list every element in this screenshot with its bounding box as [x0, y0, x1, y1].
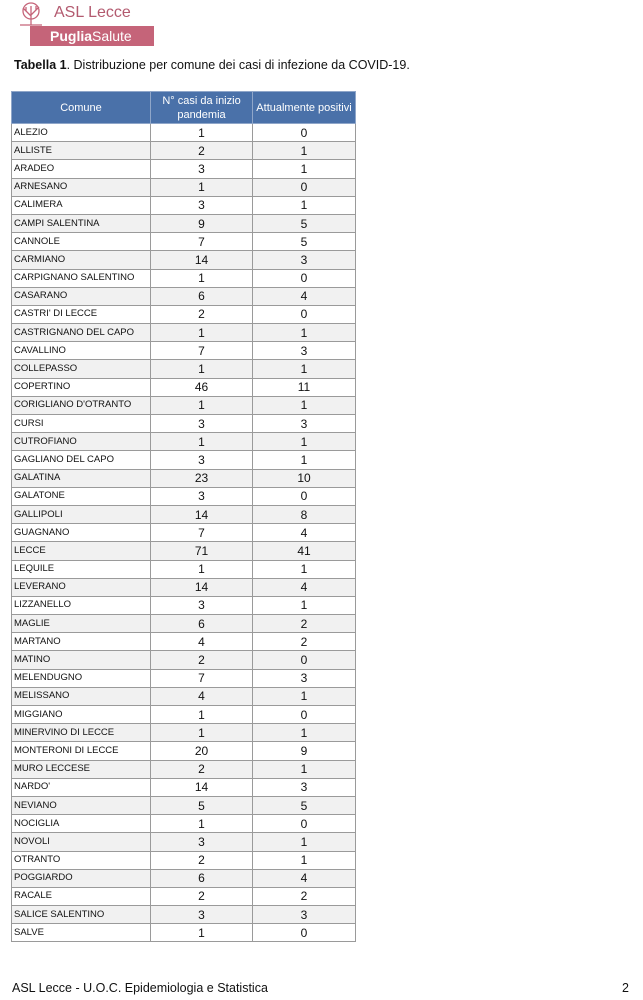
- col-header-comune: Comune: [12, 92, 151, 124]
- cell-cases: 3: [151, 415, 253, 433]
- cell-positive: 1: [253, 142, 356, 160]
- table-row: [12, 851, 356, 869]
- cell-cases: 1: [151, 924, 253, 942]
- cell-positive: 0: [253, 305, 356, 323]
- table-row: [12, 142, 356, 160]
- table-row: [12, 706, 356, 724]
- logo-band-bold: Puglia: [50, 28, 93, 44]
- cell-cases: 3: [151, 833, 253, 851]
- cell-comune: ARADEO: [12, 160, 151, 178]
- cell-comune: MINERVINO DI LECCE: [12, 724, 151, 742]
- cell-cases: 6: [151, 615, 253, 633]
- table-row: [12, 487, 356, 505]
- cell-positive: 0: [253, 651, 356, 669]
- cell-positive: 1: [253, 396, 356, 414]
- cell-positive: 5: [253, 796, 356, 814]
- cell-cases: 14: [151, 778, 253, 796]
- cell-cases: 1: [151, 396, 253, 414]
- cell-positive: 4: [253, 524, 356, 542]
- cell-comune: MARTANO: [12, 633, 151, 651]
- cell-cases: 3: [151, 487, 253, 505]
- cell-positive: 4: [253, 287, 356, 305]
- cell-comune: LEQUILE: [12, 560, 151, 578]
- cell-positive: 4: [253, 869, 356, 887]
- cell-cases: 1: [151, 815, 253, 833]
- cell-comune: POGGIARDO: [12, 869, 151, 887]
- table-row: [12, 269, 356, 287]
- cell-positive: 0: [253, 178, 356, 196]
- cell-comune: CALIMERA: [12, 196, 151, 214]
- cell-comune: CANNOLE: [12, 233, 151, 251]
- cell-cases: 5: [151, 796, 253, 814]
- cell-comune: CASTRI' DI LECCE: [12, 305, 151, 323]
- cell-cases: 14: [151, 505, 253, 523]
- table-row: [12, 233, 356, 251]
- cell-cases: 1: [151, 724, 253, 742]
- cell-comune: GALATONE: [12, 487, 151, 505]
- cell-cases: 1: [151, 560, 253, 578]
- table-row: [12, 196, 356, 214]
- cell-cases: 6: [151, 869, 253, 887]
- cell-comune: MIGGIANO: [12, 706, 151, 724]
- cell-cases: 2: [151, 760, 253, 778]
- table-row: [12, 906, 356, 924]
- cell-cases: 14: [151, 251, 253, 269]
- table-row: [12, 724, 356, 742]
- cell-comune: CARPIGNANO SALENTINO: [12, 269, 151, 287]
- cell-positive: 2: [253, 615, 356, 633]
- table-row: [12, 887, 356, 905]
- cell-comune: COLLEPASSO: [12, 360, 151, 378]
- cell-cases: 7: [151, 669, 253, 687]
- cell-comune: NOCIGLIA: [12, 815, 151, 833]
- table-row: [12, 924, 356, 942]
- table-caption: [14, 58, 410, 72]
- cell-comune: LIZZANELLO: [12, 596, 151, 614]
- cell-cases: 46: [151, 378, 253, 396]
- cell-positive: 41: [253, 542, 356, 560]
- cell-cases: 9: [151, 214, 253, 232]
- cell-positive: 0: [253, 924, 356, 942]
- cases-table: [11, 91, 356, 942]
- table-row: [12, 778, 356, 796]
- logo-asl-text: ASL Lecce: [54, 4, 131, 21]
- cell-comune: RACALE: [12, 887, 151, 905]
- cell-positive: 5: [253, 233, 356, 251]
- cell-comune: CASARANO: [12, 287, 151, 305]
- table-row: [12, 433, 356, 451]
- cell-comune: MELENDUGNO: [12, 669, 151, 687]
- cell-positive: 3: [253, 251, 356, 269]
- cell-comune: CURSI: [12, 415, 151, 433]
- col-header-cases: N° casi da inizio pandemia: [151, 92, 253, 124]
- cell-comune: CAVALLINO: [12, 342, 151, 360]
- table-row: [12, 742, 356, 760]
- cell-comune: NEVIANO: [12, 796, 151, 814]
- cell-cases: 3: [151, 596, 253, 614]
- cell-positive: 1: [253, 833, 356, 851]
- cell-positive: 1: [253, 160, 356, 178]
- cell-positive: 1: [253, 451, 356, 469]
- cell-cases: 1: [151, 178, 253, 196]
- table-row: [12, 687, 356, 705]
- cell-comune: SALICE SALENTINO: [12, 906, 151, 924]
- table-row: [12, 669, 356, 687]
- cell-cases: 4: [151, 687, 253, 705]
- table-row: [12, 378, 356, 396]
- cell-comune: MONTERONI DI LECCE: [12, 742, 151, 760]
- cell-cases: 2: [151, 142, 253, 160]
- table-row: [12, 815, 356, 833]
- cell-comune: MATINO: [12, 651, 151, 669]
- table-row: [12, 760, 356, 778]
- cell-comune: GAGLIANO DEL CAPO: [12, 451, 151, 469]
- cell-cases: 2: [151, 651, 253, 669]
- table-row: [12, 651, 356, 669]
- table-row: [12, 505, 356, 523]
- table-row: [12, 633, 356, 651]
- table-body: [12, 124, 356, 942]
- table-row: [12, 833, 356, 851]
- cell-comune: GALLIPOLI: [12, 505, 151, 523]
- cell-comune: OTRANTO: [12, 851, 151, 869]
- cell-cases: 2: [151, 887, 253, 905]
- tree-logo-icon: [14, 2, 48, 26]
- asl-logo: [14, 2, 144, 46]
- cell-positive: 1: [253, 433, 356, 451]
- cell-positive: 8: [253, 505, 356, 523]
- cell-cases: 7: [151, 342, 253, 360]
- table-row: [12, 469, 356, 487]
- cell-positive: 10: [253, 469, 356, 487]
- cell-positive: 0: [253, 815, 356, 833]
- table-header-row: [12, 92, 356, 124]
- table-row: [12, 560, 356, 578]
- puglia-salute-band: [30, 26, 154, 46]
- cell-cases: 3: [151, 451, 253, 469]
- cell-cases: 1: [151, 706, 253, 724]
- cell-comune: GUAGNANO: [12, 524, 151, 542]
- cell-cases: 14: [151, 578, 253, 596]
- col-header-positive: Attualmente positivi: [253, 92, 356, 124]
- cell-comune: CASTRIGNANO DEL CAPO: [12, 324, 151, 342]
- table-row: [12, 869, 356, 887]
- cell-positive: 1: [253, 724, 356, 742]
- cell-cases: 1: [151, 124, 253, 142]
- cell-cases: 7: [151, 524, 253, 542]
- cell-comune: MURO LECCESE: [12, 760, 151, 778]
- cell-positive: 0: [253, 706, 356, 724]
- cell-positive: 0: [253, 124, 356, 142]
- table-row: [12, 542, 356, 560]
- cell-comune: SALVE: [12, 924, 151, 942]
- cell-comune: LECCE: [12, 542, 151, 560]
- cell-positive: 1: [253, 560, 356, 578]
- page-number: 2: [622, 981, 629, 995]
- table-row: [12, 324, 356, 342]
- table-row: [12, 124, 356, 142]
- cell-cases: 1: [151, 269, 253, 287]
- caption-label: Tabella 1: [14, 58, 67, 72]
- cell-positive: 3: [253, 906, 356, 924]
- cell-cases: 6: [151, 287, 253, 305]
- table-row: [12, 251, 356, 269]
- footer-text: ASL Lecce - U.O.C. Epidemiologia e Statistica: [12, 981, 268, 995]
- cell-comune: NARDO': [12, 778, 151, 796]
- table-row: [12, 287, 356, 305]
- table-row: [12, 178, 356, 196]
- cell-cases: 3: [151, 160, 253, 178]
- cell-positive: 2: [253, 887, 356, 905]
- cell-positive: 0: [253, 487, 356, 505]
- cell-comune: ARNESANO: [12, 178, 151, 196]
- table-row: [12, 342, 356, 360]
- table-row: [12, 160, 356, 178]
- cell-cases: 20: [151, 742, 253, 760]
- cell-positive: 5: [253, 214, 356, 232]
- cell-cases: 2: [151, 305, 253, 323]
- table-row: [12, 578, 356, 596]
- cell-comune: GALATINA: [12, 469, 151, 487]
- cell-cases: 3: [151, 906, 253, 924]
- cell-comune: LEVERANO: [12, 578, 151, 596]
- cell-positive: 4: [253, 578, 356, 596]
- cell-comune: ALLISTE: [12, 142, 151, 160]
- cell-cases: 1: [151, 433, 253, 451]
- cell-positive: 0: [253, 269, 356, 287]
- cell-positive: 3: [253, 342, 356, 360]
- logo-band-rest: Salute: [92, 28, 132, 44]
- cell-comune: MAGLIE: [12, 615, 151, 633]
- cell-positive: 3: [253, 415, 356, 433]
- cell-positive: 3: [253, 669, 356, 687]
- cell-comune: CUTROFIANO: [12, 433, 151, 451]
- cell-positive: 2: [253, 633, 356, 651]
- cell-cases: 71: [151, 542, 253, 560]
- cell-positive: 1: [253, 196, 356, 214]
- table-row: [12, 396, 356, 414]
- table-row: [12, 451, 356, 469]
- cell-positive: 1: [253, 687, 356, 705]
- cell-comune: CORIGLIANO D'OTRANTO: [12, 396, 151, 414]
- cell-positive: 1: [253, 360, 356, 378]
- cell-cases: 1: [151, 360, 253, 378]
- cell-cases: 23: [151, 469, 253, 487]
- cell-positive: 3: [253, 778, 356, 796]
- cell-comune: ALEZIO: [12, 124, 151, 142]
- cell-cases: 4: [151, 633, 253, 651]
- table-row: [12, 524, 356, 542]
- cell-cases: 3: [151, 196, 253, 214]
- cell-comune: CAMPI SALENTINA: [12, 214, 151, 232]
- table-row: [12, 596, 356, 614]
- cell-comune: COPERTINO: [12, 378, 151, 396]
- table-row: [12, 415, 356, 433]
- table-row: [12, 796, 356, 814]
- cell-comune: MELISSANO: [12, 687, 151, 705]
- cell-comune: NOVOLI: [12, 833, 151, 851]
- table-row: [12, 360, 356, 378]
- cell-positive: 1: [253, 596, 356, 614]
- caption-text: . Distribuzione per comune dei casi di infezione da COVID-19.: [66, 58, 410, 72]
- cell-comune: CARMIANO: [12, 251, 151, 269]
- table-row: [12, 305, 356, 323]
- cell-positive: 11: [253, 378, 356, 396]
- cell-positive: 1: [253, 760, 356, 778]
- cell-cases: 7: [151, 233, 253, 251]
- cell-positive: 1: [253, 324, 356, 342]
- cell-positive: 1: [253, 851, 356, 869]
- cell-positive: 9: [253, 742, 356, 760]
- cell-cases: 2: [151, 851, 253, 869]
- table-row: [12, 615, 356, 633]
- cell-cases: 1: [151, 324, 253, 342]
- table-row: [12, 214, 356, 232]
